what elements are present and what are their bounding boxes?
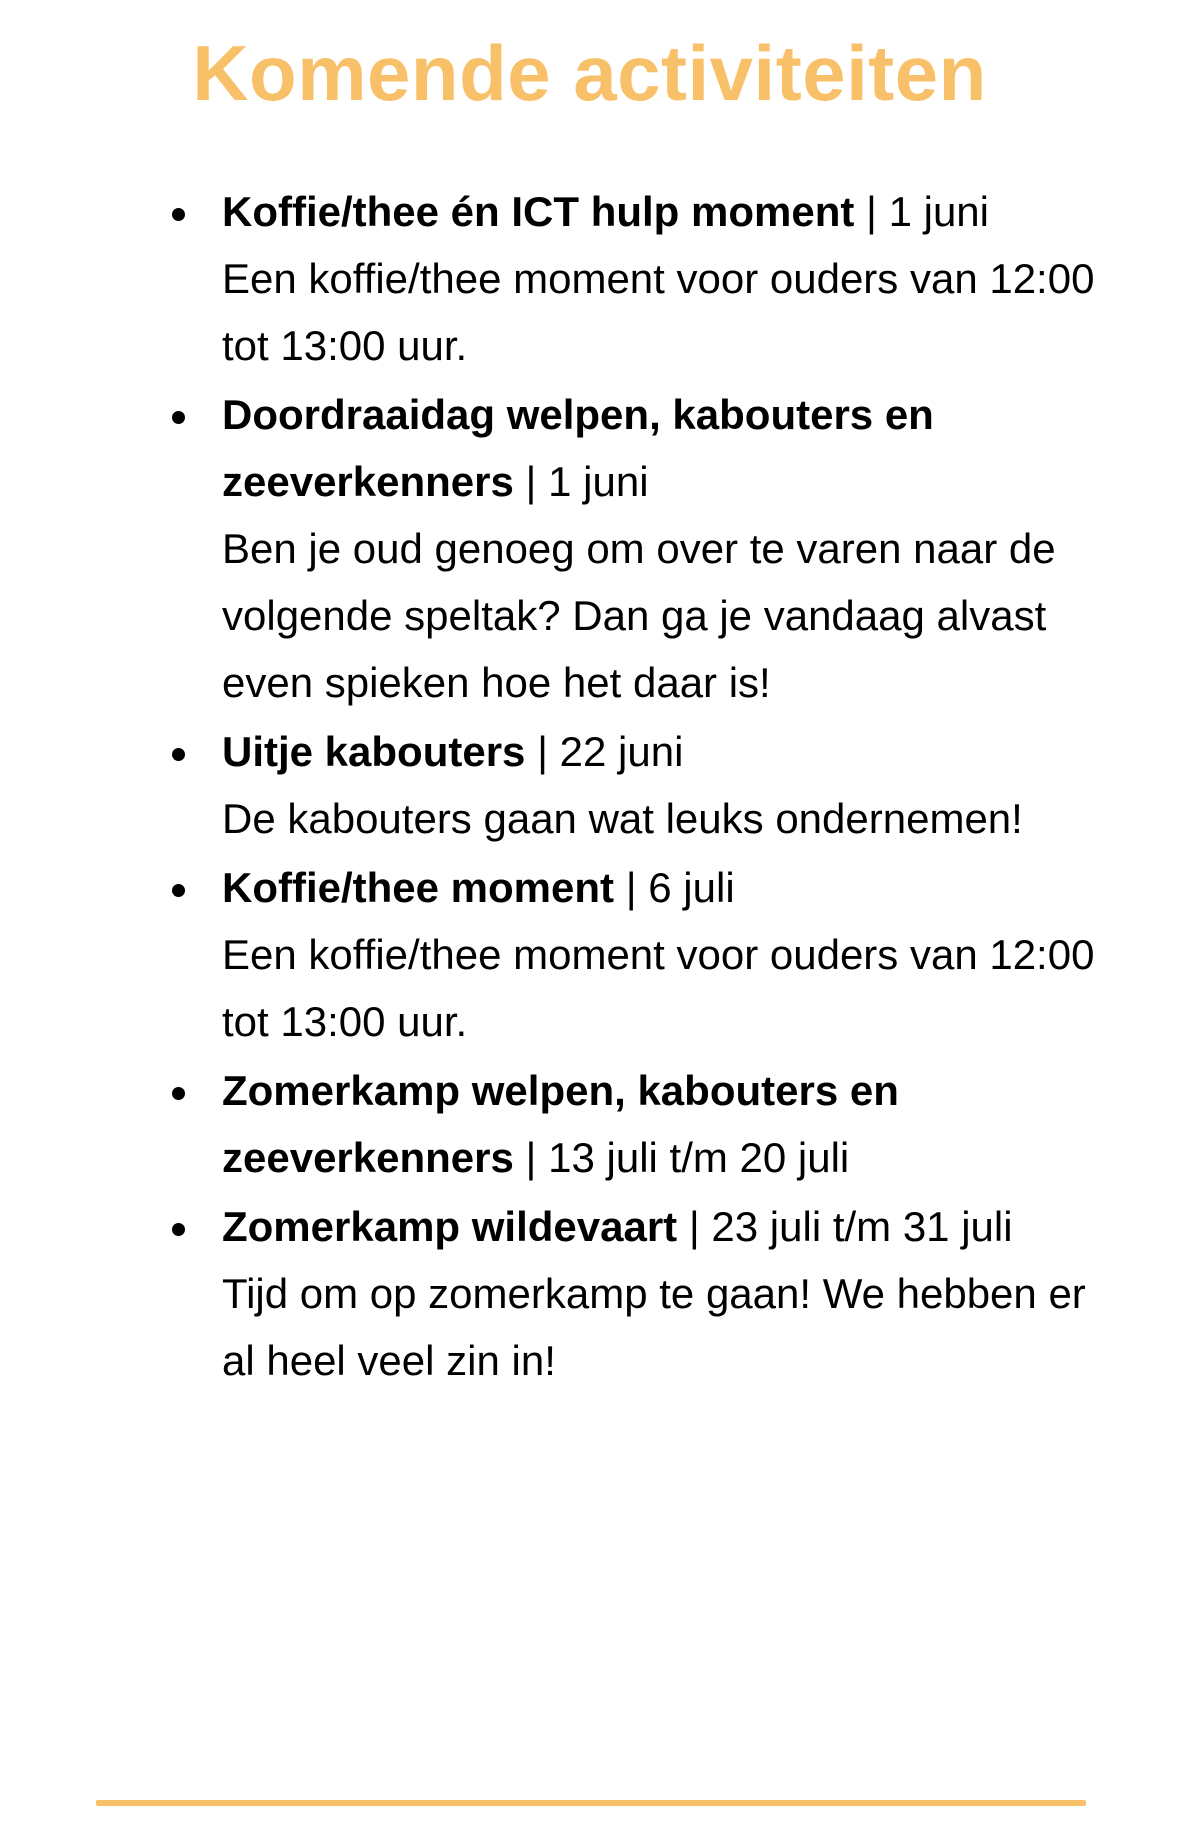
- activity-description: De kabouters gaan wat leuks ondernemen!: [222, 795, 1023, 842]
- activity-date: 13 juli t/m 20 juli: [548, 1134, 850, 1181]
- activity-description: Een koffie/thee moment voor ouders van 12:00 tot 13:00 uur.: [222, 255, 1095, 369]
- activity-separator: |: [614, 864, 649, 911]
- activity-date: 23 juli t/m 31 juli: [711, 1203, 1013, 1250]
- activity-date: 1 juni: [888, 188, 989, 235]
- activity-heading: [222, 381, 1122, 515]
- bullet-icon: [172, 1087, 185, 1100]
- list-item: [222, 854, 1122, 1055]
- activity-description: Tijd om op zomerkamp te gaan! We hebben er al heel veel zin in!: [222, 1270, 1086, 1384]
- activity-title: Koffie/thee moment: [222, 864, 615, 911]
- activity-separator: |: [677, 1203, 712, 1250]
- activity-separator: |: [854, 188, 889, 235]
- activity-date: 6 juli: [648, 864, 735, 911]
- activity-description: Ben je oud genoeg om over te varen naar de volgende speltak? Dan ga je vandaag alvast even spieken hoe het daar is!: [222, 525, 1056, 706]
- footer-divider: [96, 1800, 1086, 1806]
- activity-title: Zomerkamp welpen, kabouters en zeeverkenners: [222, 1067, 899, 1181]
- activity-title: Doordraaidag welpen, kabouters en zeeverkenners: [222, 391, 934, 505]
- bullet-icon: [172, 884, 185, 897]
- activity-heading: [222, 854, 1122, 921]
- activity-heading: [222, 1193, 1122, 1260]
- list-item: [222, 1193, 1122, 1394]
- bullet-icon: [172, 208, 185, 221]
- activity-separator: |: [525, 728, 560, 775]
- list-item: [222, 178, 1122, 379]
- activity-date: 22 juni: [559, 728, 684, 775]
- list-item: [222, 718, 1122, 852]
- activity-date: 1 juni: [548, 458, 649, 505]
- activity-description: Een koffie/thee moment voor ouders van 12:00 tot 13:00 uur.: [222, 931, 1095, 1045]
- activity-title: Uitje kabouters: [222, 728, 526, 775]
- page-title: Komende activiteiten: [192, 29, 987, 117]
- bullet-icon: [172, 1223, 185, 1236]
- activity-heading: [222, 178, 1122, 245]
- activity-title: Koffie/thee én ICT hulp moment: [222, 188, 855, 235]
- activity-heading: [222, 718, 1122, 785]
- list-item: [222, 1057, 1122, 1191]
- activity-heading: [222, 1057, 1122, 1191]
- list-item: [222, 381, 1122, 716]
- activity-separator: |: [513, 458, 549, 505]
- bullet-icon: [172, 748, 185, 761]
- bullet-icon: [172, 411, 185, 424]
- activity-title: Zomerkamp wildevaart: [222, 1203, 678, 1250]
- activity-separator: |: [513, 1134, 549, 1181]
- activity-list: [222, 178, 1122, 1396]
